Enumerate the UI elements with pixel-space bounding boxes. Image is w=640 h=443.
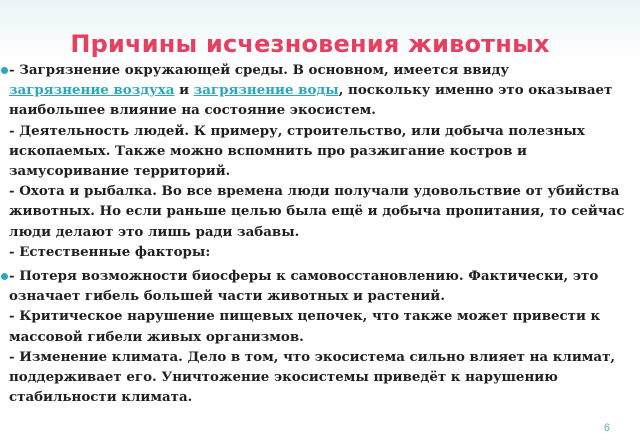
- human-activity-item: - Деятельность людей. К примеру, строительство, или добыча полезных ископаемых. Также можно вспомнить про разжигание костров и замусоривание территорий.: [9, 122, 585, 180]
- biosphere-recovery-item: - Потеря возможности биосферы к самовосстановлению. Фактически, это означает гибель большей части животных и растений.: [9, 268, 599, 305]
- slide-body: [9, 60, 635, 407]
- natural-factors-item: - Естественные факторы:: [9, 243, 211, 260]
- pollution-item-prefix: - Загрязнение окружающей среды. В основном, имеется ввиду: [9, 62, 510, 78]
- pollution-item-suffix: , поскольку именно это оказывает наибольшее влияние на состояние экосистем.: [9, 82, 613, 119]
- air-pollution-link[interactable]: загрязнение воздуха: [9, 82, 175, 99]
- paragraph-environment-causes: [9, 60, 635, 262]
- slide-title: Причины исчезновения животных: [70, 30, 550, 58]
- hunting-fishing-item: - Охота и рыбалка. Во все времена люди получали удовольствие от убийства животных. Но если раньше целью была ещё и добыча пропитания, то сейчас люди делают это лишь ради забавы.: [9, 183, 625, 240]
- climate-change-item: - Изменение климата. Дело в том, что экосистема сильно влияет на климат, поддерживает его. Уничтожение экосистемы приведёт к нарушению стабильности климата.: [9, 348, 616, 406]
- conjunction-and: и: [174, 82, 194, 99]
- bullet-icon: [1, 67, 8, 74]
- bullet-icon: [1, 273, 8, 280]
- food-chain-item: - Критическое нарушение пищевых цепочек, что также может привести к массовой гибели живых организмов.: [9, 308, 601, 345]
- paragraph-natural-factors: [9, 266, 635, 407]
- water-pollution-link[interactable]: загрязнение воды: [193, 82, 339, 99]
- page-number: 6: [603, 422, 610, 434]
